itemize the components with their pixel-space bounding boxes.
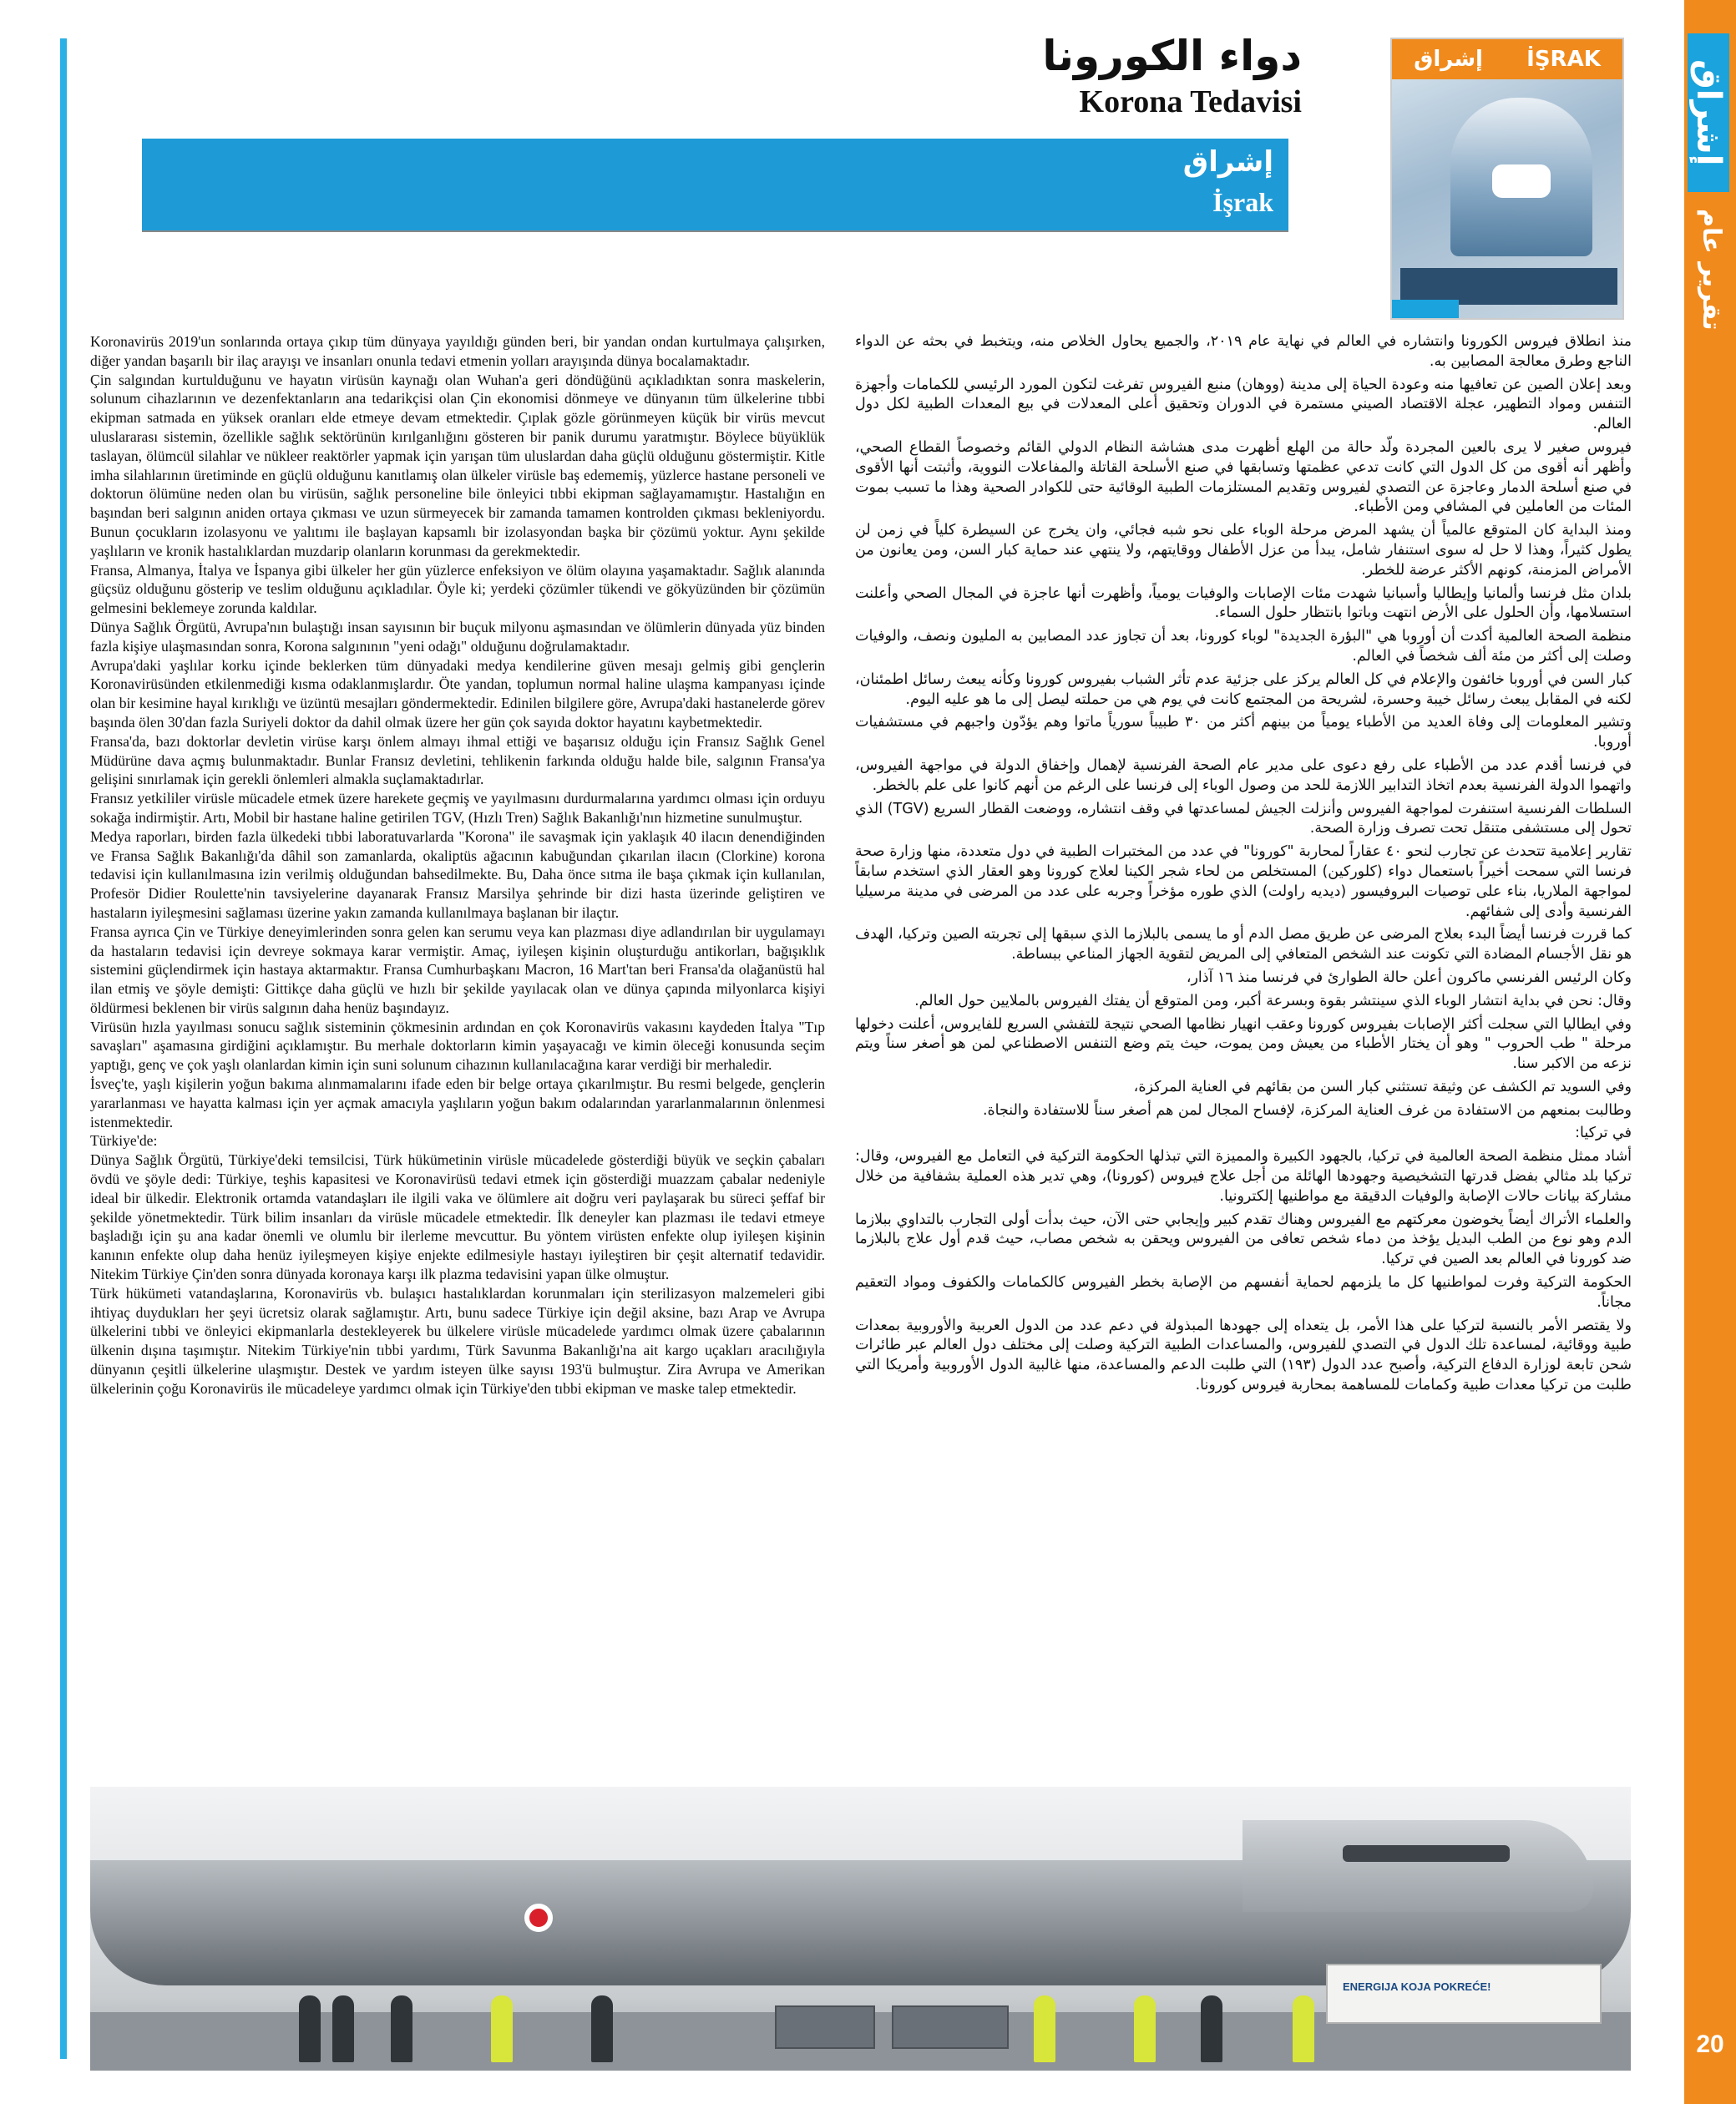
arabic-paragraph: منظمة الصحة العالمية أكدت أن أوروبا هي "البؤرة الجديدة" لوباء كورونا، بعد أن تجاوز عدد المصابين به المليون ونصف، والوفيات وصلت إلى أكثر من مئة ألف شخصاً في العالم. [855, 628, 1632, 665]
arabic-paragraph: أشاد ممثل منظمة الصحة العالمية في تركيا، بالجهود الكبيرة والمميزة التي تبذلها الحكومة التركية في التعامل مع الفيروس، وقال: تركيا بلد مثالي بفضل قدرتها التشخيصية وجهودها الهائلة من أجل علاج فيروس (كورونا)، وهي تدير هذه العملية بشفافية من خلال مشاركة بيانات حالات الإصابة والوفيات الدقيقة مع مواطنيها إلكترونيا. [855, 1148, 1632, 1205]
arabic-paragraph: وقال: نحن في بداية انتشار الوباء الذي سينتشر بقوة وبسرعة أكبر، ومن المتوقع أن يفتك الفيروس بالملايين حول العالم. [914, 992, 1632, 1009]
section-banner [142, 139, 1288, 230]
turkish-paragraph: İsveç'te, yaşlı kişilerin yoğun bakıma alınmamalarını ifade eden bir belge ortaya çıkarılmıştır. Bu resmi belgede, gençlerin yararlanması ve hayatta kalması için yer açmak amacıyla yaşlıların yoğun bakım odalarından yararlanmalarının önlenmesi istenmektedir. [90, 1075, 825, 1130]
arabic-paragraph: كبار السن في أوروبا خائفون والإعلام في كل العالم يركز على جزئية عدم تأثر الشباب بفيروس كورونا وكأنه يبعث رسائل اطمئنان، لكنه في المقابل يبعث رسائل خيبة وحسرة، لشريحة من المجتمع كانت في يوم هي من حملته ليصل إلى ما هو عليه اليوم. [855, 670, 1632, 708]
person-figure [391, 1995, 412, 2062]
turkish-paragraph: Avrupa'daki yaşlılar korku içinde beklerken tüm dünyadaki medya kendilerine güven mesajı gelmiş gibi gençlerin Koronavirüsünden etkilenmediği kısma odaklanmışlardır. Öte yandan, toplumun normal haline ulaşma kampanyası içinde olan bir kesimine hayal kırıklığı ve üzüntü mesajları göndermektedir. Edinilen bilgilere göre, Avrupa'daki hastanelerde görev başında ölen 30'dan fazla Suriyeli doktor da dahil olmak üzere her gün çok sayıda doktor hayatını kaybetmektedir. [90, 656, 825, 731]
turkish-paragraph: Virüsün hızla yayılması sonucu sağlık sisteminin çökmesinin ardından en çok Koronavirüs vakasını kaydeden İtalya "Tıp savaşları" aşamasına girdiğini açıklamıştır. Bu merhale doktorların kimin yaşayacağı ve kimin öleceği konusunda seçim yaptığı, genç ve çok yaşlı olanlardan kimin için suni solunum cihazının kullanılacağına karar verdiği bir merhaledir. [90, 1018, 825, 1074]
cover-masthead: إشراق İŞRAK [1392, 39, 1622, 79]
cargo-crate [775, 2005, 875, 2049]
person-figure [299, 1995, 321, 2062]
arabic-paragraph: السلطات الفرنسية استنفرت لمواجهة الفيروس وأنزلت الجيش لمساعدتها في وقف انتشاره، ووضعت القطار السريع (TGV) الذي تحول إلى مستشفى متنقل تحت تصرف وزارة الصحة. [855, 800, 1632, 837]
arabic-paragraph: في فرنسا أقدم عدد من الأطباء على رفع دعوى على مدير عام الصحة الفرنسية لإهمال وإخفاق الدولة في مواجهة الفيروس، واتهموا الدولة الفرنسية بعدم اتخاذ التدابير اللازمة للحد من وصول الوباء إلى فرنسا على الرغم من أنهم كانوا على علم بالخطر. [855, 756, 1632, 794]
arabic-paragraph: كما قررت فرنسا أيضاً البدء بعلاج المرضى عن طريق مصل الدم أو ما يسمى بالبلازما الذي سبقها إلى تجربته الصين وتركيا، الهدف هو نقل الأجسام المضادة التي تكونت عند الشخص المتعافي إلى المريض لتقوية الجهاز المناعي ببساطة. [855, 926, 1632, 963]
turkish-paragraph: Türk hükümeti vatandaşlarına, Koronavirüs vb. bulaşıcı hastalıklardan korunmaları için sterilizasyon malzemeleri gibi ihtiyaç duydukları her şeyi ücretsiz olarak sağlamıştır. Artı, bunu sadece Türkiye için değil aksine, bazı Arap ve Avrupa ülkelerini tıbbi ve önleyici ekipmanlarla destekleyerek bu ülkelere virüsle mücadelede yardımcı olmak üzere çabalarının ülkenin dışına taşımıştır. Nitekim Türkiye'nin tıbbi yardımı, Türk Savunma Bakanlığı'na ait kargo uçakları aracılığıyla dünyanın çeşitli ülkelerine ulaşmıştır. Destek ve yardım isteyen ülke sayısı 193'ü bulmuştur. Zira Avrupa ve Amerikan ülkelerinin çoğu Koronavirüs ile mücadeleye yardımcı olmak için Türkiye'den tıbbi ekipman ve maske talep etmektedir. [90, 1284, 825, 1397]
worker-vest-figure [1293, 1995, 1314, 2062]
section-name-turkish: İşrak [1212, 187, 1273, 217]
cockpit-windows [1343, 1845, 1510, 1862]
worker-vest-figure [1134, 1995, 1156, 2062]
person-figure [1201, 1995, 1222, 2062]
arabic-paragraph: وبعد إعلان الصين عن تعافيها منه وعودة الحياة إلى مدينة (ووهان) منبع الفيروس تفرغت لتكون المورد الرئيسي للكمامات وأجهزة التنفس ومواد التطهير، عجلة الاقتصاد الصيني مستمرة في الدوران وتحقيق أعلى المعدلات في بيع المعدات الطبية لكل دول العالم. [855, 376, 1632, 433]
arabic-paragraph: وفي السويد تم الكشف عن وثيقة تستثني كبار السن من بقائهم في العناية المركزة، [1133, 1078, 1632, 1095]
article-title-turkish: Korona Tedavisi [1079, 84, 1302, 119]
arabic-text-column [855, 332, 1632, 1793]
arabic-paragraph: وكان الرئيس الفرنسي ماكرون أعلن حالة الطوارئ في فرنسا منذ ١٦ آذار، [1186, 969, 1632, 986]
supply-truck [1326, 1964, 1602, 2024]
arabic-paragraph: وتشير المعلومات إلى وفاة العديد من الأطباء يومياً من بينهم أكثر من ٣٠ طبيباً سورياً ماتوا وهم يؤدّون واجبهم في مستشفيات أوروبا. [855, 714, 1632, 751]
arabic-subheading: في تركيا: [1575, 1125, 1632, 1142]
arabic-paragraph: ومنذ البداية كان المتوقع عالمياً أن يشهد المرض مرحلة الوباء على نحو شبه فجائي، وان يخرج عن السيطرة كلياً في زمن لن يطول كثيراً، وهذا لا حل له سوى استنفار شامل، يبدأ من عزل الأطفال ووقايتهم، ولا ينتهي عند حماية كبار السن، ومن يعانون من الأمراض المزمنة، كونهم الأكثر عرضة للخطر. [855, 522, 1632, 579]
side-orange-bar [1684, 0, 1736, 2104]
magazine-side-logo: إشراق [1688, 33, 1729, 192]
cover-mask-shape [1492, 164, 1551, 198]
arabic-paragraph: وطالبت بمنعهم من الاستفادة من غرف العناية المركزة، لإفساح المجال لمن هم أصغر سناً للاستفادة والنجاة. [982, 1101, 1632, 1119]
turkish-paragraph: Çin salgından kurtulduğunu ve hayatın virüsün kaynağı olan Wuhan'a geri döndüğünü açıkladıktan sonra maskelerin, solunum cihazlarının ve dezenfektanların ana tedarikçisi olan Çin ekonomisi dönmeye ve dünyanın tüm ülkelerine tıbbi ekipman satmada en yüksek oranları elde etmeye devam etmektedir. Çıplak gözle görünmeyen küçük bir virüs mevcut uluslararası sistemin, özellikle sağlık sektörünün kırılganlığını gösteren bir panik durumu yaratmıştır. Böylece büyüklük taslayan, ölümcül silahlar ve nükleer reaktörler yapmak için yarışan tüm uluslardan daha güçlü olduğunu göstermiştir. Kitle imha silahlarının üretiminde en güçlü olduğunu kanıtlamış olan ülkeler virüsle baş edememiş, yüzlerce hastane personeli ve doktorun ölümüne neden olan bu virüsün, sağlık personeline bile önleyici tıbbi ekipman sağlayamamıştır. Hastalığın en başından beri salgının aniden ortaya çıkması ve uzun sürmeyecek bir zamanda tamamen kontrolden çıkması bekleniyordu. Bunun çocukların izolasyonu ve yalıtımı ile başlayan kapsamlı bir izolasyondan başka bir çözümü yoktur. Aynı şekilde yaşlıların ve kronik hastalıklardan muzdarip olanların korunması da gerekmektedir. [90, 371, 825, 559]
page-number: 20 [1696, 2031, 1724, 2058]
arabic-paragraph: وفي ايطاليا التي سجلت أكثر الإصابات بفيروس كورونا وعقب انهيار نظامها الصحي نتيجة للتفشي السريع للفايروس، أعلنت دخولها مرحلة " طب الحروب " وهو أن يختار الأطباء من يعيش ومن يموت، حيث يتم وضع التنفس الاصطناعي لمن هو أصغر سناً ويتم نزعه من الاكبر سنا. [855, 1015, 1632, 1073]
magazine-cover-thumbnail [1390, 38, 1624, 320]
arabic-paragraph: فيروس صغير لا يرى بالعين المجردة ولّد حالة من الهلع أظهرت مدى هشاشة النظام الدولي القائم وخصوصاً القطاع الصحي، وأظهر أنه أقوى من كل الدول التي كانت تدعي عظمتها وتسابقها في صنع الأسلحة القاتلة والمفاعلات النووية، وأثبتت أنها الأقوى في صنع أسلحة الدمار وعاجزة عن التصدي لفيروس وتقديم المستلزمات الطبية الوقائية حتى للكوادر الصحية وهذا ما تسبب بموت المئات من العاملين في المشافي ومن الأطباء. [855, 438, 1632, 516]
cargo-plane-photo [90, 1787, 1631, 2071]
plane-cockpit [1243, 1820, 1593, 1912]
person-figure [591, 1995, 613, 2062]
section-side-label: تقرير عام [1697, 209, 1726, 331]
section-divider [142, 230, 1288, 232]
arabic-paragraph: بلدان مثل فرنسا وألمانيا وإيطاليا وأسبانيا شهدت مئات الإصابات والوفيات يومياً، وأظهرت أنها عاجزة في المجال الصحي وأعلنت استسلامها، وأن الحلول على الأرض انتهت وباتوا بانتظار حلول السماء. [855, 584, 1632, 622]
cargo-crate [892, 2005, 1009, 2049]
arabic-paragraph: ولا يقتصر الأمر بالنسبة لتركيا على هذا الأمر، بل يتعداه إلى جهودها المبذولة في دعم عدد من الدول العربية والأوروبية بمعدات طبية ووقائية، لمساعدة تلك الدول في التصدي للفيروس، والمساعدات الطبية التركية وصلت إلى مختلف دول العالم عبر طائرات شحن تابعة لوزارة الدفاع التركية، وأصبح عدد الدول (١٩٣) التي طلبت الدعم والمساعدة، منها غالبية الدول الأوروبية وأمريكا التي طلبت من تركيا معدات طبية وكمامات للمساهمة بمحاربة فيروس كورونا. [855, 1317, 1632, 1394]
turkish-text-column [90, 332, 825, 1768]
turkish-paragraph: Medya raporları, birden fazla ülkedeki tıbbi laboratuvarlarda "Korona" ile savaşmak için yaklaşık 40 ilacın denendiğinden ve Fransa Sağlık Bakanlığı'da dâhil son zamanlarda, okaliptüs ağacının kabuğundan çıkarılan ilacın (Clorkine) korona tedavisi için kullanılmasına izin verilmiş olduğundan bahsedilmekte. Bu, Daha önce sıtma ile başa çıkmak için kullanılan, Profesör Didier Roulette'nin tavsiyelerine dayanarak Fransız Marsilya şehrinde bir dizi hasta üzerinde geliştiren ve hastaların iyileşmesini sağlaması üzerine yakın zamanda kullanılmaya başlanan bir ilaçtır. [90, 827, 825, 921]
section-name-arabic: إشراق [1182, 145, 1273, 179]
turkish-roundel-icon [524, 1904, 553, 1932]
turkish-paragraph: Koronavirüs 2019'un sonlarında ortaya çıkıp tüm dünyaya yayıldığı günden beri, bir yandan ondan kurtulmaya çalışırken, diğer yandan başarılı bir ilaç arayışı ve insanları onunla tedavi etmenin yolları arayışında dünya bocalamaktadır. [90, 333, 825, 369]
worker-vest-figure [491, 1995, 513, 2062]
turkish-paragraph: Fransa, Almanya, İtalya ve İspanya gibi ülkeler her gün yüzlerce enfeksiyon ve ölüm olayına yaşamaktadır. Sağlık alanında güçsüz olduğunu gösterip ve teslim olduğunu açıkladılar. Öyle ki; yerdeki çözümler tükendi ve gökyüzünden bir çözümün gelmesini beklemeye zorunda kaldılar. [90, 561, 825, 617]
left-accent-bar [60, 38, 67, 2059]
turkish-paragraph: Fransa'da, bazı doktorlar devletin virüse karşı önlem almayı ihmal ettiği ve başarısız olduğu için Fransız Sağlık Genel Müdürüne dava açmış bulunmaktadır. Bunlar Fransız devletini, tehlikenin farkında olduğu halde bile, salgının Fransa'ya gelişini sınırlamak için gerekli önlemleri almakla suçlamaktadırlar. [90, 732, 825, 788]
arabic-paragraph: الحكومة التركية وفرت لمواطنيها كل ما يلزمهم لحماية أنفسهم من الإصابة بخطر الفيروس كالكمامات والكفوف ومواد التعقيم مجاناً. [855, 1274, 1632, 1311]
turkish-paragraph: Fransa ayrıca Çin ve Türkiye deneyimlerinden sonra gelen kan serumu veya kan plazması diye adlandırılan bir uygulamayı da hastaların tedavisi için devreye sokmaya karar vermiştir. Amaç, iyileşen kişinin oluşturduğu antikorları, bağışıklık sistemini güçlendirmek için hastaya aktarmaktır. Fransa Cumhurbaşkanı Macron, 16 Mart'tan beri Fransa'da olağanüstü hal ilan etmiş ve şöyle demişti: Gittikçe daha güçlü ve hızlı bir şekilde yayılacak olan ve dünya çapında milyonlarca kişiyi öldürmesi beklenen bir virüs salgının daha henüz başındayız. [90, 923, 825, 1016]
turkish-paragraph: Dünya Sağlık Örgütü, Avrupa'nın bulaştığı insan sayısının bir buçuk milyonu aşmasından ve ölümlerin dünyada yüz binden fazla kişiye ulaşmasından sonra, Korona salgınının "yeni odağı" olduğunu doğrulamaktadır. [90, 618, 825, 655]
worker-vest-figure [1034, 1995, 1055, 2062]
turkish-paragraph: Fransız yetkililer virüsle mücadele etmek üzere harekete geçmiş ve yayılmasını durdurmalarına yardımcı olması için orduyu sokağa indirmiştir. Artı, Mobil bir hastane haline getirilen TGV, (Hızlı Tren) Sağlık Bakanlığı'nın hizmetine sunulmuştur. [90, 790, 825, 826]
arabic-paragraph: تقارير إعلامية تتحدث عن تجارب لنحو ٤٠ عقاراً لمحاربة "كورونا" في عدد من المختبرات الطبية في دول متعددة، منها وزارة صحة فرنسا التي سمحت أخيراً باستعمال دواء (كلوركين) المستخلص من لحاء شجر الكينا لعلاج كورونا وهو العقار الذي استخدم سابقاً لمواجهة الملاريا، بناء على توصيات البروفيسور (ديديه راولت) الذي طوره مؤخراً وجربه على عدد من المرضى في مدينة مرسيليا الفرنسية وأدى إلى شفائهم. [855, 843, 1632, 920]
cover-corner-stripe [1392, 300, 1459, 318]
truck-lettering: ENERGIJA KOJA POKREĆE! [1343, 1980, 1491, 1993]
article-title-arabic: دواء الكورونا [1042, 32, 1302, 80]
person-figure [332, 1995, 354, 2062]
arabic-paragraph: منذ انطلاق فيروس الكورونا وانتشاره في العالم في نهاية عام ٢٠١٩، والجميع يحاول الخلاص منه، ويتخبط في بحثه عن الدواء الناجع وطرق معالجة المصابين به. [855, 333, 1632, 370]
turkish-paragraph: Dünya Sağlık Örgütü, Türkiye'deki temsilcisi, Türk hükümetinin virüsle mücadelede gösterdiği büyük ve seçkin çabaları övdü ve şöyle dedi: Türkiye, teşhis kapasitesi ve Koronavirüsü tedavi etmek için gösterdiği muazzam çabalar nedeniyle ideal bir ülkedir. Elektronik ortamda vatandaşları ile ilgili vaka ve ölümlere ait doğru veri paylaşarak bu süreci şeffaf bir şekilde yönetmektedir. Türk bilim insanları da virüsle mücadele etmektedir. İlk deneyler kan plazması ile tedavi etmeye başladığı için şu ana kadar önemli ve olumlu bir ilerleme mevcuttur. Bu yöntem virüsten enfekte olup iyileşen kişinin kanının enfekte olup daha henüz iyileşmeyen kişiye enjekte edilmesiyle hastayı iyileştiren bir çeşit alternatif tedavidir. Nitekim Türkiye Çin'den sonra dünyada koronaya karşı ilk plazma tedavisini yapan ülke olmuştur. [90, 1151, 825, 1283]
arabic-paragraph: والعلماء الأتراك أيضاً يخوضون معركتهم مع الفيروس وهناك تقدم كبير وإيجابي حتى الآن، حيث بدأت أولى التجارب بالتداوي ببلازما الدم وهو نوع من الطب البديل يؤخذ من دماء شخص تعافى من الفيروس ويحقن به شخص مصاب، حيث قدم أول علاج بالبلازما ضد كورونا في العالم بعد الصين في تركيا. [855, 1211, 1632, 1268]
turkish-subheading: Türkiye'de: [90, 1132, 158, 1150]
